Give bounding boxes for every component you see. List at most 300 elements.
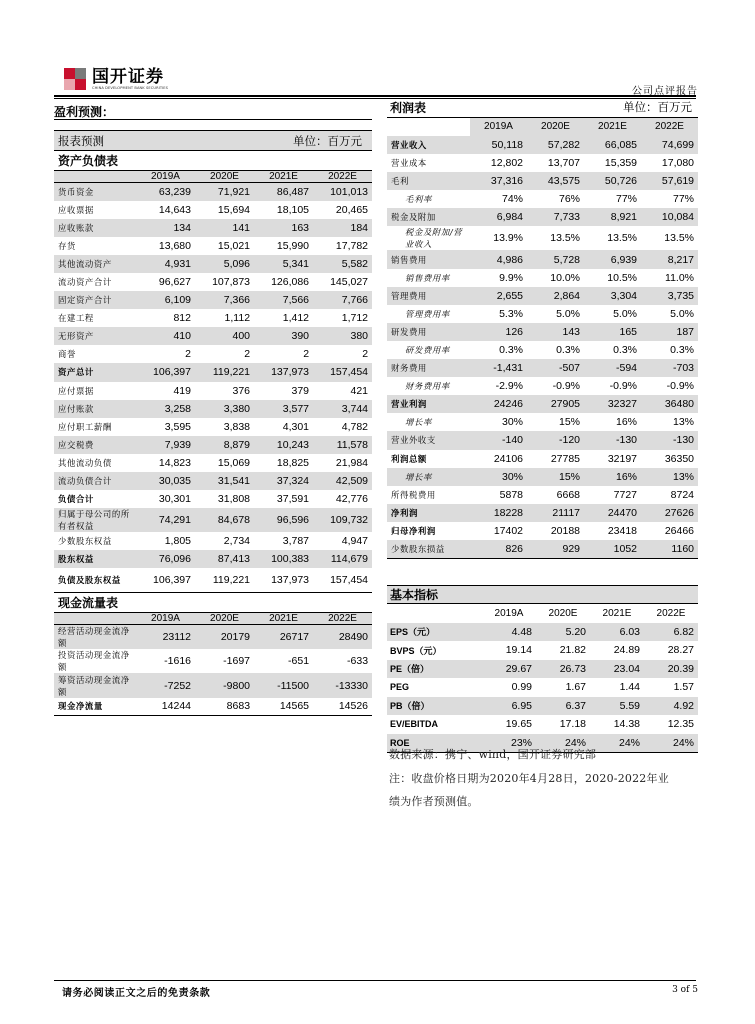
row-value: 1052 — [584, 540, 641, 558]
row-value: 163 — [254, 219, 313, 237]
indicator-row — [387, 623, 698, 642]
row-value: 5,582 — [313, 255, 372, 273]
row-value: 23112 — [136, 624, 195, 649]
row-value: 20188 — [550, 524, 581, 537]
row-value: 3,735 — [641, 287, 698, 305]
balance-row — [54, 345, 372, 363]
income-row — [387, 341, 698, 359]
row-value: 3,744 — [313, 400, 372, 418]
row-value: -1616 — [164, 655, 191, 668]
row-value: 26466 — [664, 524, 695, 537]
row-label: PE（倍） — [387, 660, 482, 679]
row-value: 5.3% — [499, 307, 524, 320]
row-value: 5,096 — [195, 255, 254, 273]
row-label: 商誉 — [58, 349, 76, 360]
row-value: 1160 — [641, 540, 698, 558]
row-label: 归属于母公司的所有者权益 — [54, 508, 136, 532]
row-value: 77% — [616, 193, 638, 206]
row-label: 资产总计 — [54, 363, 136, 381]
row-value: 6.03 — [590, 623, 644, 642]
row-label: 应付职工薪酬 — [58, 421, 112, 432]
row-value: 30% — [502, 416, 524, 429]
row-value: 12,802 — [490, 157, 524, 170]
row-value: -1697 — [223, 655, 251, 668]
row-value: 141 — [195, 219, 254, 237]
row-value: 4,986 — [470, 250, 527, 268]
row-value: 4,782 — [341, 420, 369, 433]
income-row — [387, 468, 698, 486]
balance-row — [54, 436, 372, 454]
row-value: 2,864 — [527, 287, 584, 305]
row-value: 2 — [362, 348, 369, 361]
row-value: 119,221 — [212, 574, 251, 587]
row-label: 增长率 — [387, 468, 470, 486]
row-value: 10.5% — [607, 271, 638, 284]
row-value: 0.3% — [670, 343, 695, 356]
row-value: 14,823 — [158, 456, 191, 469]
row-value: 5.20 — [536, 623, 590, 642]
row-value: 2 — [244, 348, 251, 361]
row-value: 7,366 — [195, 291, 254, 309]
row-value: 380 — [313, 327, 372, 345]
row-value: 16% — [616, 416, 638, 429]
row-value: 13.5% — [664, 232, 695, 245]
row-value: 143 — [527, 323, 584, 341]
row-value: 5.0% — [556, 307, 581, 320]
row-value: 165 — [584, 323, 641, 341]
row-value: 184 — [313, 219, 372, 237]
row-value: 10.0% — [550, 271, 581, 284]
row-value: 76% — [559, 193, 581, 206]
row-value: 30% — [470, 468, 527, 486]
balance-row — [54, 400, 372, 418]
row-value: 15,990 — [276, 239, 310, 252]
row-value: 400 — [195, 327, 254, 345]
data-source-note: 数据来源：携宁、wind，国开证券研究部 — [389, 748, 597, 761]
row-value: 96,627 — [158, 276, 191, 289]
cash-flow-row — [54, 649, 372, 674]
row-value: 23% — [482, 734, 536, 753]
row-label: 研发费用率 — [405, 344, 450, 355]
row-value: 57,282 — [527, 136, 584, 154]
indicator-row — [387, 660, 698, 679]
section-divider — [54, 119, 372, 120]
row-label: 其他流动负债 — [58, 457, 112, 468]
row-value: 0.3% — [556, 343, 581, 356]
row-value: 15,021 — [217, 239, 251, 252]
row-label: 净利润 — [387, 504, 470, 522]
row-value: 1,805 — [164, 535, 191, 548]
row-value: 14244 — [161, 700, 191, 713]
row-label: 存货 — [58, 240, 76, 251]
cash-flow-row — [54, 673, 372, 698]
report-type: 公司点评报告 — [632, 86, 698, 97]
row-value: 24% — [644, 734, 698, 753]
row-value: 19.65 — [505, 718, 532, 731]
balance-row — [54, 309, 372, 327]
row-label: 流动资产合计 — [58, 277, 112, 288]
row-value: 42,509 — [313, 472, 372, 490]
row-value: 100,383 — [254, 550, 313, 568]
row-value: 76,096 — [136, 550, 195, 568]
row-value: 3,258 — [136, 400, 195, 418]
row-value: 19.14 — [505, 644, 532, 657]
row-value: 23.04 — [590, 660, 644, 679]
year-header: 2019A — [494, 607, 524, 619]
row-value: 23418 — [607, 524, 638, 537]
row-value: 14565 — [279, 700, 310, 713]
balance-row — [54, 327, 372, 345]
row-value: -120 — [527, 431, 584, 449]
year-header: 2020E — [548, 607, 578, 619]
year-header: 2020E — [195, 171, 254, 183]
forecast-table-unit: 单位：百万元 — [254, 131, 372, 151]
income-row — [387, 504, 698, 522]
row-value: 32197 — [607, 452, 638, 465]
income-row — [387, 323, 698, 341]
row-label: PEG — [390, 682, 410, 693]
row-value: 17.18 — [559, 718, 586, 731]
row-value: 17,080 — [661, 157, 695, 170]
row-value: 390 — [254, 327, 313, 345]
row-value: 1.57 — [673, 681, 694, 694]
row-value: 13% — [641, 468, 698, 486]
row-value: 32327 — [584, 395, 641, 413]
row-value: 12.35 — [667, 718, 694, 731]
row-value: 7,939 — [136, 436, 195, 454]
year-header: 2020E — [527, 117, 584, 136]
balance-row — [54, 472, 372, 490]
income-row — [387, 269, 698, 287]
row-value: -651 — [288, 655, 310, 668]
balance-year-header — [54, 171, 372, 183]
row-value: 26.73 — [536, 660, 590, 679]
row-value: 15,359 — [604, 157, 638, 170]
company-logo — [64, 68, 168, 90]
row-value: 50,726 — [584, 172, 641, 190]
row-value: 26717 — [254, 624, 313, 649]
row-value: 27626 — [641, 504, 698, 522]
row-value: 114,679 — [313, 550, 372, 568]
row-value: 28.27 — [667, 644, 694, 657]
income-row — [387, 226, 698, 250]
row-value: 2 — [303, 348, 310, 361]
income-row — [387, 395, 698, 413]
row-label: 应付票据 — [58, 385, 94, 396]
row-value: 4,301 — [282, 420, 310, 433]
row-value: 86,487 — [254, 183, 313, 201]
row-value: 4,931 — [136, 255, 195, 273]
balance-row — [54, 273, 372, 291]
row-value: 421 — [350, 384, 369, 397]
row-value: 20,465 — [335, 203, 369, 216]
row-value: 21,984 — [335, 456, 369, 469]
row-value: 27785 — [550, 452, 581, 465]
row-label: 毛利率 — [405, 194, 432, 205]
row-label: 营业成本 — [391, 158, 427, 169]
income-row — [387, 172, 698, 190]
income-year-header — [387, 117, 698, 136]
row-value: 3,787 — [282, 535, 310, 548]
row-value: 8,921 — [584, 208, 641, 226]
row-label: 无形资产 — [54, 327, 136, 345]
row-value: 5.0% — [670, 307, 695, 320]
row-value: 31,808 — [217, 493, 251, 506]
row-value: 20.39 — [644, 660, 698, 679]
row-label: 所得税费用 — [391, 489, 436, 500]
row-value: 13,680 — [158, 239, 191, 252]
year-header: 2020E — [195, 612, 254, 624]
balance-sheet-title: 资产负债表 — [54, 151, 372, 171]
row-value: 3,380 — [195, 400, 254, 418]
row-value: 1,112 — [224, 312, 251, 325]
year-header: 2019A — [470, 117, 527, 136]
balance-row — [54, 532, 372, 550]
row-value: 30,035 — [136, 472, 195, 490]
balance-row — [54, 255, 372, 273]
row-value: 419 — [173, 384, 191, 397]
row-label: PB（倍） — [387, 697, 482, 716]
row-value: 8,217 — [641, 250, 698, 268]
row-value: 0.3% — [613, 343, 638, 356]
row-value: 15,694 — [217, 203, 251, 216]
footer-divider — [54, 980, 696, 981]
row-value: 15% — [527, 468, 584, 486]
row-label: 营业外收支 — [387, 431, 470, 449]
row-value: 15% — [559, 416, 581, 429]
row-value: 3,304 — [584, 287, 641, 305]
row-label: 负债及股东权益 — [58, 575, 121, 586]
row-label: 销售费用 — [387, 250, 470, 268]
row-value: 3,595 — [164, 420, 191, 433]
income-statement-table — [387, 98, 698, 559]
row-label: 现金净流量 — [58, 701, 103, 712]
row-value: 17,782 — [335, 239, 369, 252]
row-value: 379 — [291, 384, 310, 397]
year-header: 2022E — [656, 607, 686, 619]
row-value: 8683 — [226, 700, 251, 713]
row-label: 财务费用 — [387, 359, 470, 377]
row-value: 137,973 — [271, 574, 310, 587]
income-row — [387, 522, 698, 540]
row-value: 137,973 — [254, 363, 313, 381]
row-value: 126,086 — [271, 276, 310, 289]
year-header: 2022E — [641, 117, 698, 136]
row-value: 5,728 — [527, 250, 584, 268]
row-value: -0.9% — [552, 380, 581, 393]
row-value: 6668 — [556, 488, 581, 501]
row-label: EPS（元） — [387, 623, 482, 642]
row-value: 18,105 — [276, 203, 310, 216]
row-value: 24470 — [584, 504, 641, 522]
row-value: 57,619 — [641, 172, 698, 190]
row-label: 税金及附加 — [387, 208, 470, 226]
row-value: 8,879 — [195, 436, 254, 454]
brand-name-en: CHINA DEVELOPMENT BANK SECURITIES — [92, 86, 169, 90]
balance-row — [54, 550, 372, 568]
row-value: 134 — [136, 219, 195, 237]
row-value: 106,397 — [153, 574, 191, 587]
row-label: 货币资金 — [54, 183, 136, 201]
row-value: 18,825 — [276, 456, 310, 469]
row-value: 18228 — [470, 504, 527, 522]
row-label: 利润总额 — [391, 453, 427, 464]
row-value: 11,578 — [313, 436, 372, 454]
income-row — [387, 450, 698, 468]
row-label: EV/EBITDA — [390, 719, 439, 730]
year-header: 2022E — [313, 612, 372, 624]
balance-row — [54, 508, 372, 532]
row-value: 14.38 — [613, 718, 640, 731]
row-value: 9.9% — [499, 271, 524, 284]
balance-row — [54, 183, 372, 201]
row-label: 筹资活动现金流净额 — [54, 673, 136, 698]
row-value: 2,734 — [223, 535, 251, 548]
balance-row — [54, 382, 372, 400]
basic-indicators-table — [387, 585, 698, 753]
row-value: 84,678 — [195, 508, 254, 532]
row-value: -130 — [584, 431, 641, 449]
row-value: -1,431 — [470, 359, 527, 377]
row-value: 6.95 — [482, 697, 536, 716]
row-value: 74,699 — [641, 136, 698, 154]
row-value: 63,239 — [136, 183, 195, 201]
row-value: 16% — [584, 468, 641, 486]
income-row — [387, 486, 698, 504]
row-value: 6,939 — [584, 250, 641, 268]
row-value: 96,596 — [254, 508, 313, 532]
row-value: 7727 — [613, 488, 638, 501]
row-value: 13.5% — [607, 232, 638, 245]
row-value: 28490 — [313, 624, 372, 649]
row-label: 销售费用率 — [405, 272, 450, 283]
row-label: 应付账款 — [54, 400, 136, 418]
income-row — [387, 136, 698, 154]
row-value: 7,766 — [313, 291, 372, 309]
balance-row — [54, 201, 372, 219]
row-value: 6,109 — [136, 291, 195, 309]
row-value: 929 — [527, 540, 584, 558]
balance-row — [54, 291, 372, 309]
row-label: BVPS（元） — [390, 645, 442, 656]
row-value: 13,707 — [547, 157, 581, 170]
page-number: 3 of 5 — [672, 985, 698, 995]
row-value: 14,643 — [158, 203, 191, 216]
income-row — [387, 287, 698, 305]
row-value: 4.48 — [482, 623, 536, 642]
row-value: 0.3% — [499, 343, 524, 356]
balance-row — [54, 237, 372, 255]
row-value: -9800 — [195, 673, 254, 698]
row-label: 固定资产合计 — [54, 291, 136, 309]
row-label: 负债合计 — [58, 494, 94, 505]
indicator-row — [387, 678, 698, 697]
forecast-table-title: 报表预测 — [54, 131, 254, 151]
row-label: 应收票据 — [58, 204, 94, 215]
income-row — [387, 431, 698, 449]
row-value: 126 — [470, 323, 527, 341]
row-label: 管理费用 — [387, 287, 470, 305]
income-row — [387, 208, 698, 226]
row-label: 管理费用率 — [405, 308, 450, 319]
row-value: 66,085 — [584, 136, 641, 154]
row-value: -13330 — [313, 673, 372, 698]
row-label: 归母净利润 — [391, 525, 436, 536]
cash-year-header — [54, 612, 372, 624]
row-label: 股东权益 — [54, 550, 136, 568]
row-label: 应收账款 — [54, 219, 136, 237]
row-value: 101,013 — [313, 183, 372, 201]
row-value: 37,316 — [470, 172, 527, 190]
row-value: 0.99 — [511, 681, 532, 694]
income-row — [387, 190, 698, 208]
row-value: 13.5% — [550, 232, 581, 245]
row-label: ROE — [387, 734, 482, 753]
year-header: 2019A — [136, 612, 195, 624]
income-unit: 单位：百万元 — [527, 98, 698, 117]
basic-year-header — [387, 604, 698, 623]
row-value: 50,118 — [470, 136, 527, 154]
row-value: 145,027 — [330, 276, 369, 289]
indicator-row — [387, 641, 698, 660]
row-value: 31,541 — [195, 472, 254, 490]
row-value: 21117 — [527, 504, 584, 522]
row-value: 13% — [673, 416, 695, 429]
row-value: 157,454 — [330, 574, 369, 587]
basic-title: 基本指标 — [387, 586, 698, 604]
brand-name: 国开证券 — [92, 67, 164, 87]
row-value: 4.92 — [644, 697, 698, 716]
income-row — [387, 154, 698, 172]
cash-flow-title: 现金流量表 — [54, 592, 372, 612]
disclaimer-text: 请务必阅读正文之后的免责条款 — [62, 988, 211, 999]
indicator-row — [387, 715, 698, 734]
row-label: 其他流动资产 — [54, 255, 136, 273]
row-value: 14526 — [338, 700, 369, 713]
row-value: 410 — [136, 327, 195, 345]
year-header: 2021E — [602, 607, 632, 619]
row-value: 21.82 — [559, 644, 586, 657]
row-value: 1,412 — [282, 312, 310, 325]
row-value: 107,873 — [212, 276, 251, 289]
row-value: -594 — [584, 359, 641, 377]
row-value: 27905 — [527, 395, 584, 413]
row-label: 投资活动现金流净额 — [58, 650, 130, 673]
row-value: 20179 — [195, 624, 254, 649]
row-label: 在建工程 — [58, 313, 94, 324]
row-value: 2 — [185, 348, 191, 361]
row-value: -2.9% — [495, 380, 524, 393]
row-value: 71,921 — [195, 183, 254, 201]
income-row — [387, 377, 698, 395]
row-value: 8724 — [670, 488, 695, 501]
balance-row — [54, 219, 372, 237]
row-label: 营业利润 — [387, 395, 470, 413]
row-value: 376 — [232, 384, 251, 397]
row-value: -11500 — [254, 673, 313, 698]
section-title: 盈利预测： — [54, 105, 115, 119]
year-header: 2019A — [136, 171, 195, 183]
row-value: 7,733 — [527, 208, 584, 226]
income-row — [387, 359, 698, 377]
row-value: 36480 — [641, 395, 698, 413]
row-value: 106,397 — [136, 363, 195, 381]
row-value: 157,454 — [313, 363, 372, 381]
year-header: 2022E — [313, 171, 372, 183]
row-value: 24.89 — [613, 644, 640, 657]
row-value: -0.9% — [609, 380, 638, 393]
footnote-line-1: 注：收盘价格日期为2020年4月28日，2020-2022年业 — [389, 772, 669, 785]
